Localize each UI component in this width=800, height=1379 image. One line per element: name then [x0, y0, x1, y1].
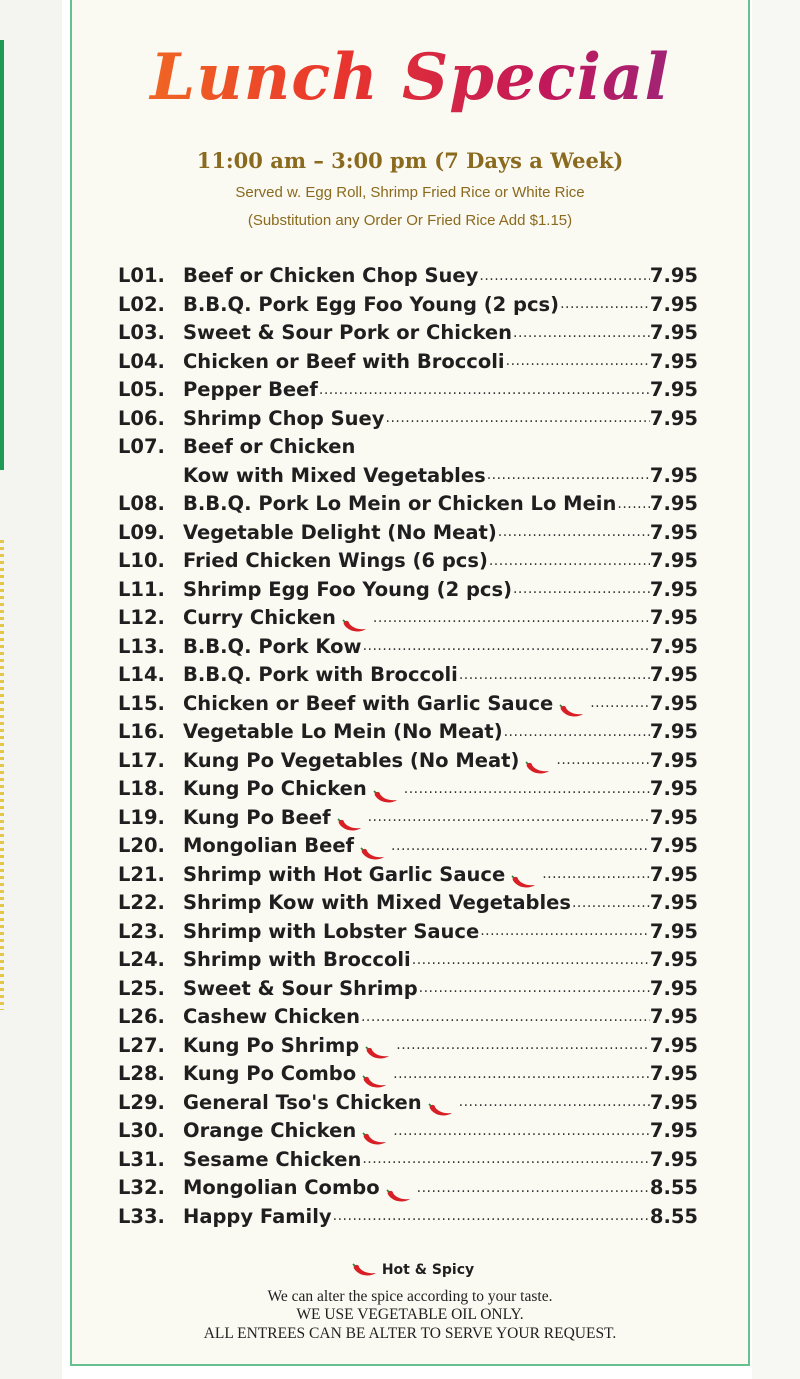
item-price: 7.95 [649, 378, 698, 401]
menu-item [118, 747, 698, 776]
item-code: L29. [118, 1090, 165, 1114]
chili-pepper-icon [362, 1132, 388, 1146]
item-name: B.B.Q. Pork Kow [183, 634, 362, 658]
item-price: 7.95 [649, 1033, 698, 1057]
dot-leader [392, 1064, 650, 1089]
item-code: L15. [118, 691, 165, 715]
dot-leader [488, 551, 650, 576]
menu-item [118, 661, 698, 690]
item-price: 7.95 [649, 1090, 698, 1114]
dot-leader [318, 380, 650, 405]
menu-item [118, 1174, 698, 1203]
menu-item [118, 376, 698, 405]
menu-item [118, 262, 698, 291]
item-code: L33. [118, 1204, 165, 1228]
item-code: L25. [118, 976, 165, 1000]
menu-title: Lunch Special [70, 40, 750, 115]
item-code: L12. [118, 606, 165, 629]
menu-item [118, 319, 698, 348]
green-edge-bar [0, 40, 4, 470]
chili-pepper-icon [373, 790, 399, 804]
dot-leader [332, 1206, 650, 1231]
menu-item [118, 633, 698, 662]
menu-item [118, 1203, 698, 1232]
left-margin [0, 0, 62, 1379]
item-name: Sesame Chicken [183, 1147, 362, 1171]
item-price: 7.95 [649, 691, 698, 715]
item-name: Kung Po Vegetables (No Meat) [183, 748, 520, 772]
menu-item [118, 547, 698, 576]
item-code: L11. [118, 577, 165, 601]
dot-leader [616, 494, 650, 519]
item-name: Shrimp with Lobster Sauce [183, 919, 480, 943]
menu-item [118, 775, 698, 804]
item-name: Kung Po Shrimp [183, 1033, 360, 1057]
dot-leader [411, 950, 650, 975]
item-name-line2: Kow with Mixed Vegetables [183, 463, 486, 487]
substitution-note: (Substitution any Order Or Fried Rice Add $1.15) [247, 212, 573, 229]
dot-leader [479, 921, 650, 946]
item-code: L31. [118, 1147, 165, 1171]
item-code: L17. [118, 748, 165, 772]
menu-list [118, 262, 698, 1231]
item-code: L26. [118, 1005, 165, 1028]
menu-item [118, 1060, 698, 1089]
menu-item [118, 861, 698, 890]
item-price: 7.95 [649, 349, 698, 373]
dot-leader [392, 1121, 650, 1146]
item-code: L13. [118, 634, 165, 658]
item-price: 7.95 [649, 321, 698, 344]
dot-leader [361, 1149, 650, 1174]
menu-item [118, 889, 698, 918]
menu-item [118, 405, 698, 434]
item-code: L27. [118, 1033, 165, 1057]
item-price: 7.95 [649, 805, 698, 829]
served-with-note: Served w. Egg Roll, Shrimp Fried Rice or White Rice [235, 184, 585, 201]
item-name: Beef or Chicken [183, 435, 356, 458]
item-price: 7.95 [649, 634, 698, 658]
item-price: 7.95 [649, 834, 698, 857]
dot-leader [559, 294, 650, 319]
item-code: L02. [118, 292, 165, 316]
item-code: L14. [118, 663, 165, 686]
item-price: 7.95 [649, 549, 698, 572]
item-price: 7.95 [649, 264, 698, 287]
item-name: Kung Po Beef [183, 805, 331, 829]
dot-leader [418, 978, 650, 1003]
item-name: Curry Chicken [183, 606, 336, 629]
item-code: L05. [118, 378, 165, 401]
item-price: 7.95 [649, 292, 698, 316]
item-price: 7.95 [649, 1119, 698, 1142]
dot-leader [571, 893, 650, 918]
item-name: Orange Chicken [183, 1119, 357, 1142]
item-name: Fried Chicken Wings (6 pcs) [183, 549, 488, 572]
menu-item [118, 1089, 698, 1118]
right-margin [752, 0, 800, 1379]
menu-item [118, 718, 698, 747]
item-name: Sweet & Sour Shrimp [183, 976, 418, 1000]
menu-item [118, 804, 698, 833]
menu-item [118, 1003, 698, 1032]
item-price: 7.95 [649, 948, 698, 971]
item-code: L16. [118, 720, 165, 743]
chili-pepper-icon [428, 1103, 454, 1117]
chili-pepper-icon [525, 761, 551, 775]
dot-leader [372, 608, 650, 633]
item-code: L28. [118, 1062, 165, 1085]
item-name: Shrimp Kow with Mixed Vegetables [183, 891, 571, 914]
item-price: 7.95 [649, 748, 698, 772]
item-name: B.B.Q. Pork Lo Mein or Chicken Lo Mein [183, 492, 617, 515]
chili-pepper-icon [511, 875, 537, 889]
legend-label: Hot & Spicy [381, 1262, 475, 1278]
menu-item [118, 918, 698, 947]
item-code: L32. [118, 1176, 165, 1199]
menu-item [118, 975, 698, 1004]
dot-leader [395, 1035, 650, 1060]
dot-leader [503, 722, 650, 747]
dot-leader [403, 779, 650, 804]
item-name: Kung Po Combo [183, 1062, 357, 1085]
menu-item [118, 519, 698, 548]
menu-item [118, 291, 698, 320]
footer-spice-note: We can alter the spice according to your taste. [267, 1288, 553, 1305]
lunch-hours: 11:00 am – 3:00 pm (7 Days a Week) [196, 148, 624, 173]
item-name: Shrimp Egg Foo Young (2 pcs) [183, 577, 512, 601]
item-code: L03. [118, 321, 165, 344]
item-price: 7.95 [649, 577, 698, 601]
spicy-legend [70, 1262, 750, 1278]
item-price: 7.95 [649, 1147, 698, 1171]
dot-leader [458, 1092, 650, 1117]
dot-leader [497, 522, 650, 547]
dot-leader [367, 807, 650, 832]
chili-pepper-icon [386, 1189, 412, 1203]
menu-item [118, 576, 698, 605]
chili-pepper-icon [365, 1046, 391, 1060]
item-code: L01. [118, 264, 165, 287]
item-name: Shrimp with Broccoli [183, 948, 411, 971]
chili-pepper-icon [352, 1263, 378, 1277]
item-price: 7.95 [649, 520, 698, 544]
item-price: 7.95 [649, 1062, 698, 1085]
item-code: L08. [118, 492, 165, 515]
menu-item [118, 946, 698, 975]
item-name: Sweet & Sour Pork or Chicken [183, 321, 512, 344]
item-name: Kung Po Chicken [183, 777, 367, 800]
item-name: Pepper Beef [183, 378, 318, 401]
item-price: 8.55 [649, 1204, 698, 1228]
item-name: Shrimp Chop Suey [183, 406, 385, 430]
item-name: Vegetable Delight (No Meat) [183, 520, 497, 544]
menu-item [118, 832, 698, 861]
item-price: 7.95 [649, 862, 698, 886]
item-name: Shrimp with Hot Garlic Sauce [183, 862, 506, 886]
item-code: L07. [118, 435, 165, 458]
item-code: L19. [118, 805, 165, 829]
item-price: 7.95 [649, 976, 698, 1000]
item-price: 7.95 [649, 663, 698, 686]
yellow-dotted-edge [0, 540, 4, 1010]
dot-leader [478, 266, 650, 291]
item-price: 7.95 [649, 406, 698, 430]
dot-leader [589, 693, 650, 718]
item-code: L20. [118, 834, 165, 857]
item-code: L22. [118, 891, 165, 914]
footer-oil-note: WE USE VEGETABLE OIL ONLY. [296, 1306, 524, 1323]
dot-leader [555, 750, 650, 775]
dot-leader [458, 665, 650, 690]
item-name: Chicken or Beef with Garlic Sauce [183, 691, 554, 715]
menu-item [118, 348, 698, 377]
item-name: B.B.Q. Pork Egg Foo Young (2 pcs) [183, 292, 560, 316]
item-name: Cashew Chicken [183, 1005, 360, 1028]
item-price: 7.95 [649, 492, 698, 515]
item-price: 7.95 [649, 720, 698, 743]
chili-pepper-icon [362, 1075, 388, 1089]
item-price: 7.95 [649, 463, 698, 487]
item-code: L04. [118, 349, 165, 373]
item-name: Vegetable Lo Mein (No Meat) [183, 720, 503, 743]
item-code: L24. [118, 948, 165, 971]
item-code: L18. [118, 777, 165, 800]
dot-leader [390, 836, 650, 861]
item-code: L30. [118, 1119, 165, 1142]
chili-pepper-icon [360, 847, 386, 861]
item-name: Beef or Chicken Chop Suey [183, 264, 479, 287]
dot-leader [512, 323, 650, 348]
chili-pepper-icon [337, 818, 363, 832]
item-name: Happy Family [183, 1204, 332, 1228]
item-price: 7.95 [649, 891, 698, 914]
dot-leader [541, 864, 650, 889]
item-code: L09. [118, 520, 165, 544]
item-name: B.B.Q. Pork with Broccoli [183, 663, 458, 686]
item-name: General Tso's Chicken [183, 1090, 422, 1114]
item-price: 7.95 [649, 919, 698, 943]
item-code: L21. [118, 862, 165, 886]
menu-item [118, 1032, 698, 1061]
menu-item [118, 490, 698, 519]
item-name: Chicken or Beef with Broccoli [183, 349, 505, 373]
menu-item [118, 604, 698, 633]
item-price: 7.95 [649, 777, 698, 800]
menu-item [118, 690, 698, 719]
dot-leader [416, 1178, 650, 1203]
footer-request-note: ALL ENTREES CAN BE ALTER TO SERVE YOUR REQUEST. [203, 1325, 617, 1342]
menu-item-continued [118, 462, 698, 491]
dot-leader [360, 1007, 650, 1032]
item-code: L06. [118, 406, 165, 430]
dot-leader [505, 351, 650, 376]
item-name: Mongolian Combo [183, 1176, 380, 1199]
dot-leader [385, 408, 650, 433]
dot-leader [512, 579, 650, 604]
item-name: Mongolian Beef [183, 834, 355, 857]
menu-item [118, 1146, 698, 1175]
item-price: 8.55 [649, 1176, 698, 1199]
item-code: L10. [118, 549, 165, 572]
menu-item [118, 1117, 698, 1146]
item-code: L23. [118, 919, 165, 943]
menu-item [118, 433, 698, 462]
dot-leader [362, 636, 650, 661]
dot-leader [486, 465, 650, 490]
item-price: 7.95 [649, 606, 698, 629]
chili-pepper-icon [559, 704, 585, 718]
item-price: 7.95 [649, 1005, 698, 1028]
chili-pepper-icon [342, 619, 368, 633]
